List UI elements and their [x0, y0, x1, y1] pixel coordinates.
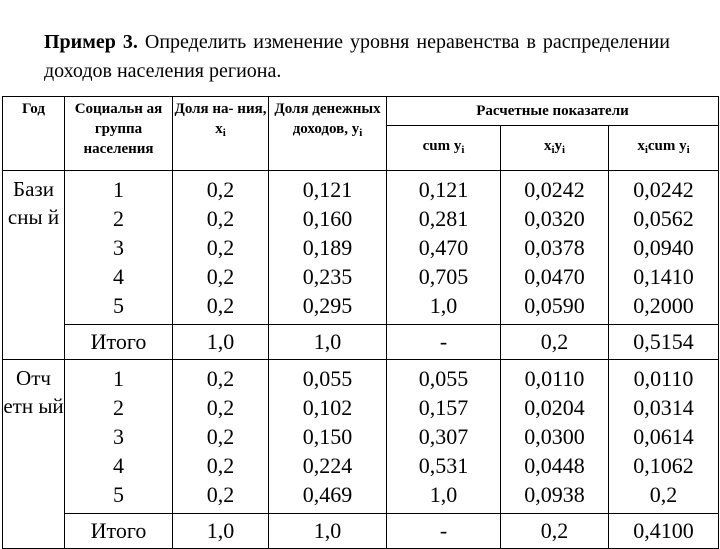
x-values-report: 0,2 0,2 0,2 0,2 0,2	[173, 360, 269, 514]
total-label-base: Итого	[65, 325, 173, 360]
header-income-share: Доля денежных доходов, $y_i$	[269, 97, 387, 171]
total-xy-base: 0,2	[501, 325, 609, 360]
y-values-report: 0,055 0,102 0,150 0,224 0,469	[269, 360, 387, 514]
example-label: Пример 3.	[44, 31, 138, 53]
total-x-base: 1,0	[173, 325, 269, 360]
total-y-report: 1,0	[269, 514, 387, 549]
header-x-y: $x_iy_i$	[501, 126, 609, 171]
page-heading	[44, 28, 670, 86]
xy-values-base: 0,0242 0,0320 0,0378 0,0470 0,0590	[501, 171, 609, 325]
xcum-values-report: 0,0110 0,0314 0,0614 0,1062 0,2	[609, 360, 719, 514]
period-base: Бази сны й	[3, 171, 65, 360]
total-label-report: Итого	[65, 514, 173, 549]
header-year: Год	[3, 97, 65, 171]
income-distribution-table	[2, 96, 719, 549]
total-xcum-report: 0,4100	[609, 514, 719, 549]
cum-values-report: 0,055 0,157 0,307 0,531 1,0	[387, 360, 501, 514]
xy-values-report: 0,0110 0,0204 0,0300 0,0448 0,0938	[501, 360, 609, 514]
x-values-base: 0,2 0,2 0,2 0,2 0,2	[173, 171, 269, 325]
total-xcum-base: 0,5154	[609, 325, 719, 360]
total-x-report: 1,0	[173, 514, 269, 549]
header-x-cum-y: $x_icum$ $y_i$	[609, 126, 719, 171]
y-values-base: 0,121 0,160 0,189 0,235 0,295	[269, 171, 387, 325]
table-row-report-groups	[3, 360, 719, 514]
groups-base: 1 2 3 4 5	[65, 171, 173, 325]
cum-values-base: 0,121 0,281 0,470 0,705 1,0	[387, 171, 501, 325]
example-text: Определить изменение уровня неравенства в распределении доходов населения региона.	[44, 31, 671, 82]
header-cum-y: cum $y_i$	[387, 126, 501, 171]
header-calculated-indicators: Расчетные показатели	[387, 97, 719, 126]
header-row-1	[3, 97, 719, 126]
total-cum-base: -	[387, 325, 501, 360]
groups-report: 1 2 3 4 5	[65, 360, 173, 514]
header-population-share: Доля на- ния, $x_i$	[173, 97, 269, 171]
table-row-report-total	[3, 514, 719, 549]
total-cum-report: -	[387, 514, 501, 549]
header-social-group: Социальн ая группа населения	[65, 97, 173, 171]
total-xy-report: 0,2	[501, 514, 609, 549]
xcum-values-base: 0,0242 0,0562 0,0940 0,1410 0,2000	[609, 171, 719, 325]
total-y-base: 1,0	[269, 325, 387, 360]
table-row-base-total	[3, 325, 719, 360]
period-report: Отч етн ый	[3, 360, 65, 549]
table-row-base-groups	[3, 171, 719, 325]
